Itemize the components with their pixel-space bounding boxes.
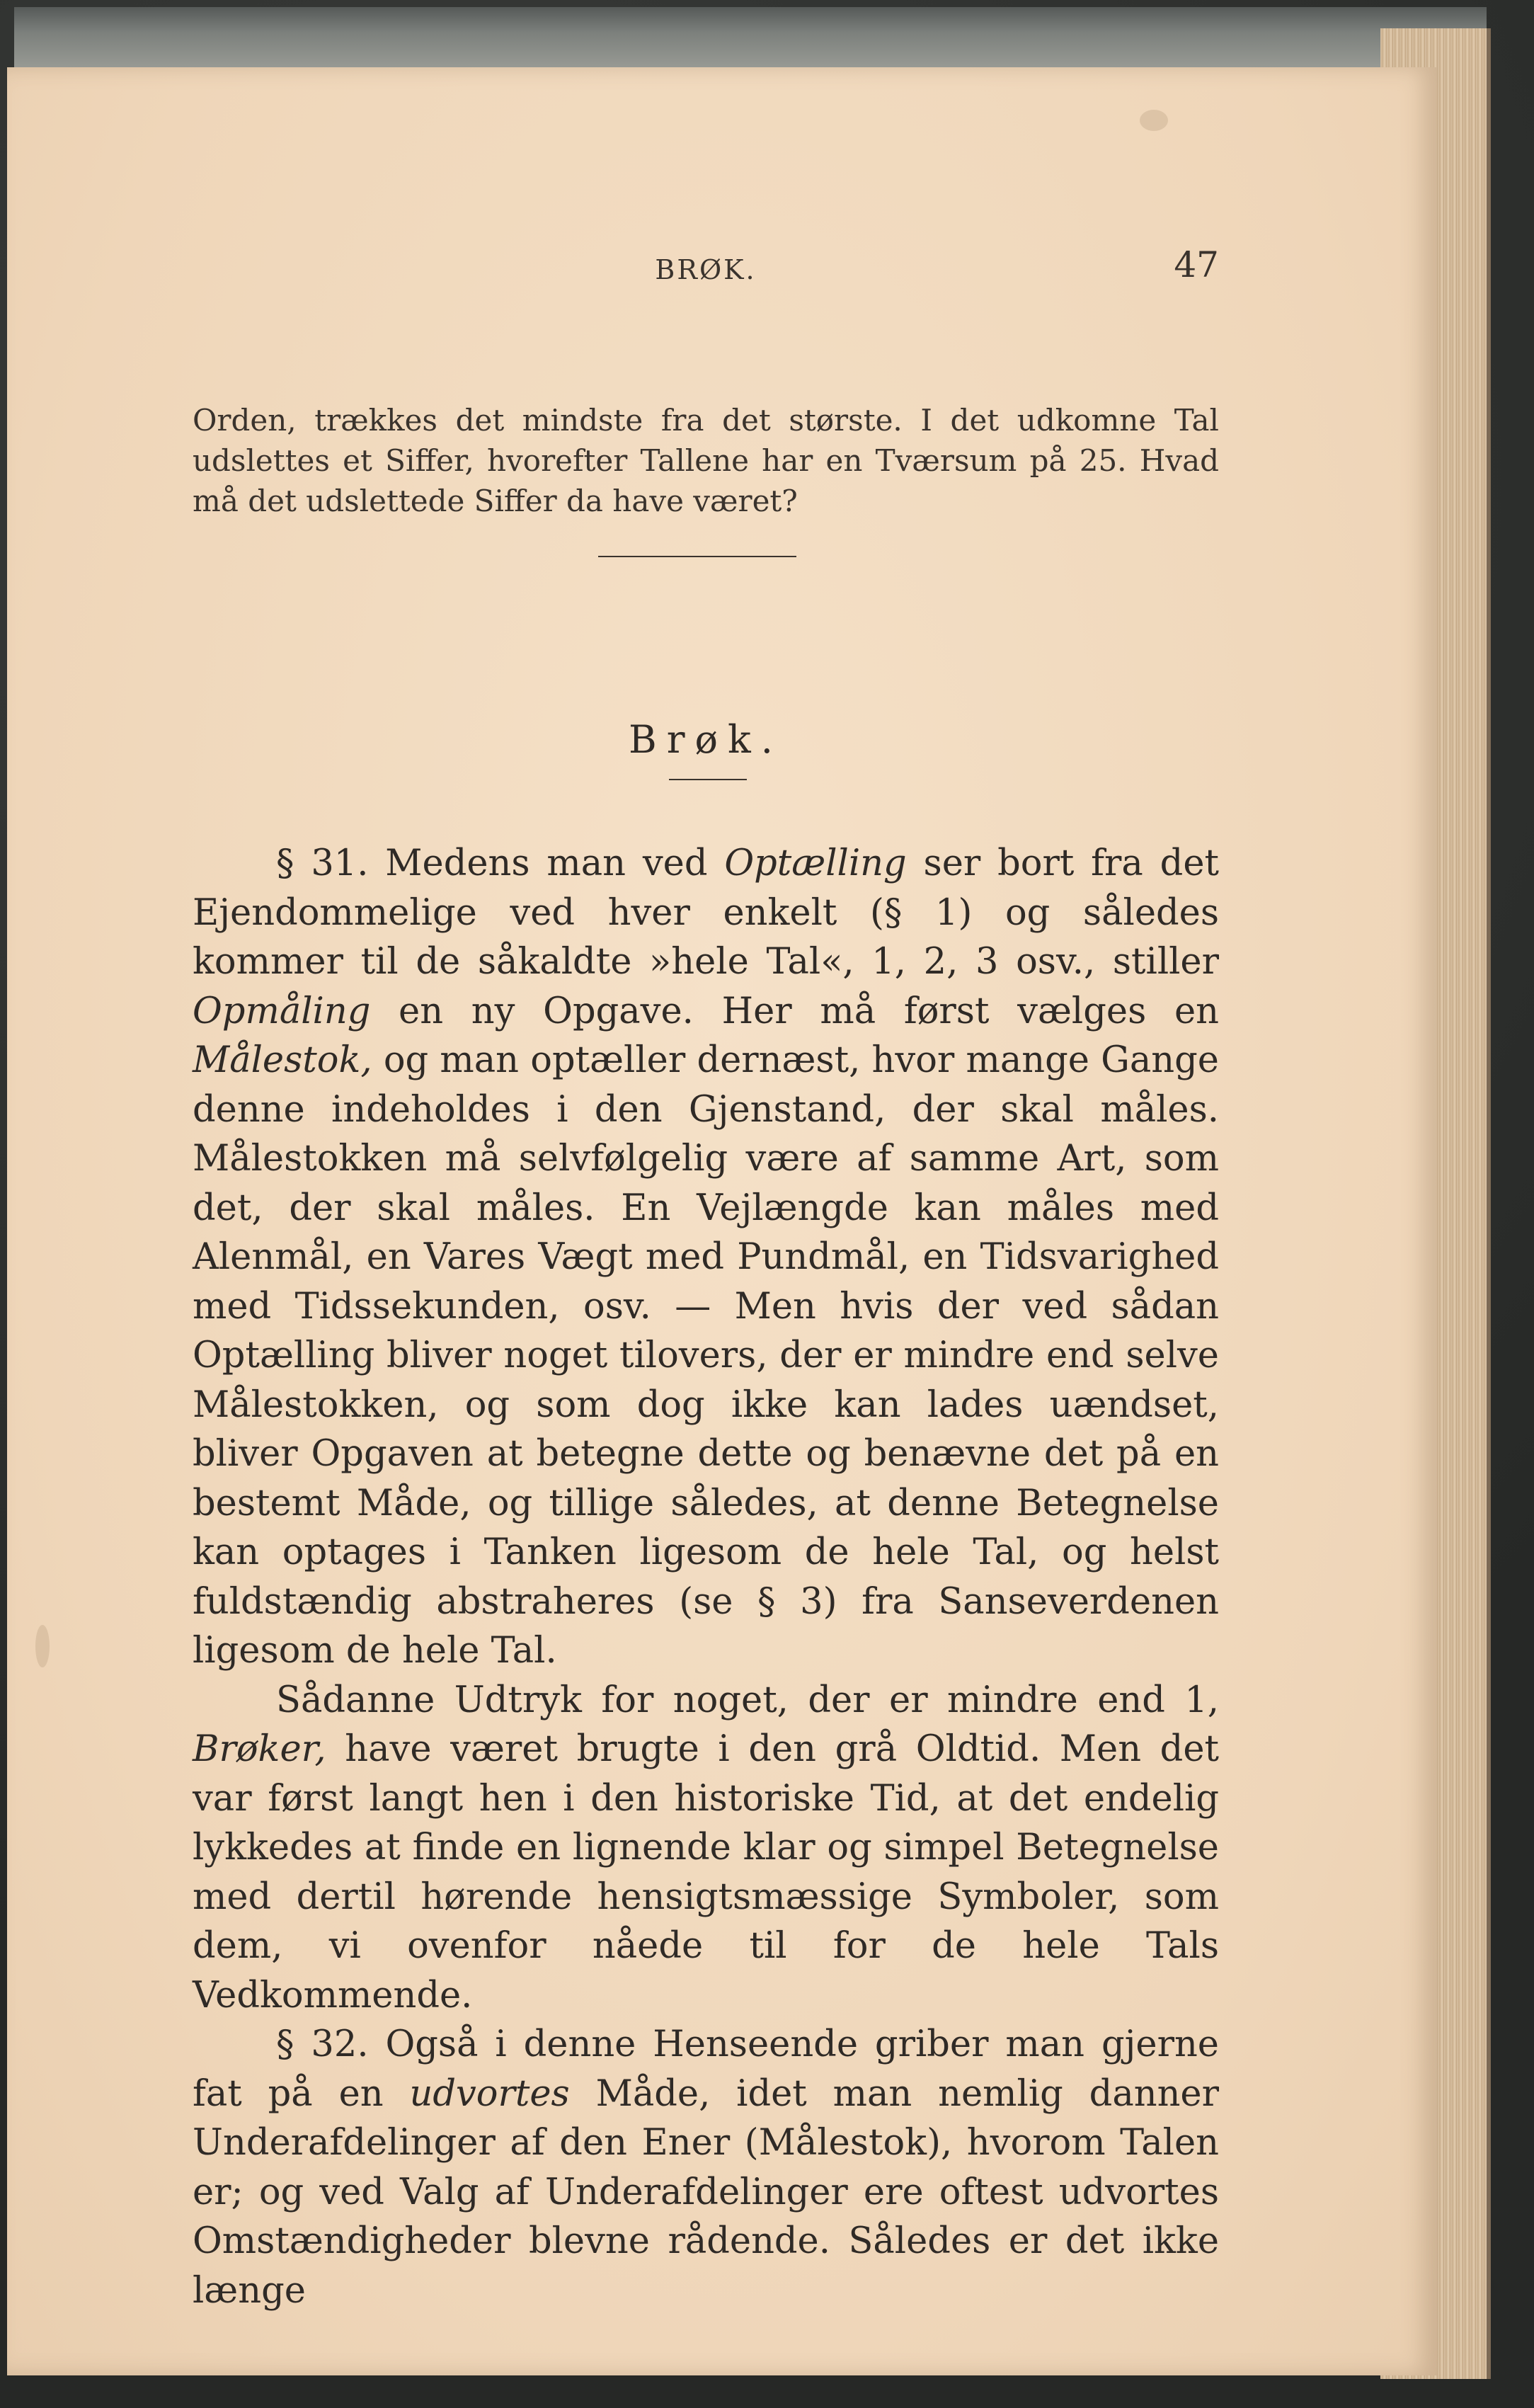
text-run: § 32. Også i denne Henseende griber man gjerne fat på en (193, 2024, 1219, 2115)
italic-term: Opmåling (193, 990, 371, 1032)
paragraph-brøker (193, 1676, 1219, 2021)
italic-term: Målestok, (193, 1039, 372, 1081)
text-run: og man optæller dernæst, hvor mange Gange denne indeholdes i den Gjenstand, der skal måles. Målestokken må selvfølgelig være af samme Art, som det, der skal måles. En Vejlængde kan måles med Alenmål, en Vares Vægt med Pundmål, en Tidsvarighed med Tidssekunden, osv. — Men hvis der ved sådan Optælling bliver noget tilovers, der er mindre end selve Målestokken, og som dog ikke kan lades uændset, bliver Opgaven at betegne dette og benævne det på en bestemt Måde, og tillige således, at denne Betegnelse kan optages i Tanken ligesom de hele Tal, og helst fuldstændig abstraheres (se § 3) fra Sanseverdenen ligesom de hele Tal. (193, 1039, 1219, 1672)
book-top-edge (14, 7, 1487, 71)
paragraph-31 (193, 839, 1219, 1676)
italic-term: Brøker, (193, 1728, 326, 1770)
text-run: Måde, idet man nemlig danner Underafdelinger af den Ener (Målestok), hvorom Talen er; og ved Valg af Underafdelinger ere oftest udvortes Omstændigheder blevne rådende. Således er det ikke længe (193, 2072, 1219, 2312)
text-run: § 31. Medens man ved (276, 843, 725, 884)
section-title: Brøk. (629, 717, 783, 762)
body-text (193, 839, 1219, 2315)
italic-term: Optælling (724, 843, 907, 884)
page-number: 47 (1174, 244, 1219, 285)
page-stain (35, 1625, 50, 1667)
text-run: Sådanne Udtryk for noget, der er mindre end 1, (276, 1679, 1219, 1721)
paragraph-32 (193, 2020, 1219, 2315)
text-run: have været brugte i den grå Oldtid. Men det var først langt hen i den historiske Tid, at det endelig lykkedes at finde en lignende klar og simpel Betegnelse med dertil hørende hensigtsmæssige Symboler, som dem, vi ovenfor nåede til for de hele Tals Vedkommende. (193, 1728, 1219, 2016)
italic-term: udvortes (409, 2072, 570, 2115)
title-underline (669, 779, 747, 780)
page-header (193, 244, 1219, 301)
page-stain (1140, 110, 1168, 131)
section-divider (598, 556, 796, 557)
running-head: BRØK. (655, 254, 757, 285)
text-run: en ny Opgave. Her må først vælges en (370, 990, 1219, 1032)
book-page (7, 67, 1437, 2375)
intro-paragraph: Orden, trækkes det mindste fra det største. I det udkomne Tal udslettes et Siffer, hvorefter Tallene har en Tværsum på 25. Hvad må det udslettede Siffer da have været? (193, 403, 1219, 518)
text-run: ser bort fra det Ejendommelige ved hver enkelt (§ 1) og således kommer til de såkaldte »hele Tal«, 1, 2, 3 osv., stiller (193, 843, 1219, 983)
